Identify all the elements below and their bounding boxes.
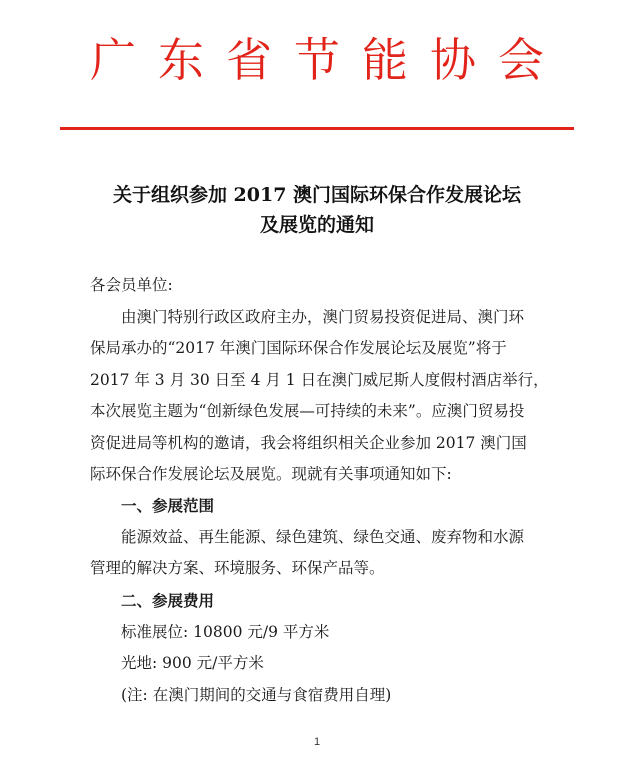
section-heading-text: 一、参展范围: [121, 496, 215, 515]
section-2-line: 光地: 900 元/平方米: [121, 654, 264, 673]
intro-line: 际环保合作发展论坛及展览。现就有关事项通知如下:: [90, 465, 452, 484]
letterhead-red-rule: [60, 127, 574, 130]
document-title-line-2: 及展览的通知: [259, 214, 374, 236]
intro-line: 2017 年 3 月 30 日至 4 月 1 日在澳门威尼斯人度假村酒店举行，: [90, 370, 549, 389]
section-1-line: 管理的解决方案、环境服务、环保产品等。: [90, 559, 385, 578]
page-number: 1: [313, 736, 321, 748]
section-2-body: [90, 617, 591, 711]
section-1-line: 能源效益、再生能源、绿色建筑、绿色交通、废弃物和水源: [121, 528, 525, 546]
document-title-line-1: 关于组织参加 2017 澳门国际环保合作发展论坛: [112, 184, 522, 206]
section-2-heading: [90, 585, 591, 616]
salutation: 各会员单位:: [90, 276, 173, 294]
section-heading-text: 二、参展费用: [121, 591, 215, 610]
intro-paragraph: [90, 302, 560, 490]
section-1-heading: [90, 490, 591, 521]
intro-line: 保局承办的“2017 年澳门国际环保合作发展论坛及展览”将于: [90, 339, 507, 358]
section-2-line: (注: 在澳门期间的交通与食宿费用自理): [121, 685, 392, 704]
section-1-body: [90, 522, 560, 585]
intro-line: 本次展览主题为“创新绿色发展—可持续的未来”。应澳门贸易投: [90, 402, 525, 421]
document-title: [0, 180, 634, 240]
section-2-line: 标准展位: 10800 元/9 平方米: [121, 623, 330, 641]
letterhead-org-name: 广东省节能协会: [90, 33, 566, 87]
intro-line: 资促进局等机构的邀请，我会将组织相关企业参加 2017 澳门国: [90, 433, 527, 452]
intro-line: 由澳门特别行政区政府主办，澳门贸易投资促进局、澳门环: [121, 308, 525, 326]
